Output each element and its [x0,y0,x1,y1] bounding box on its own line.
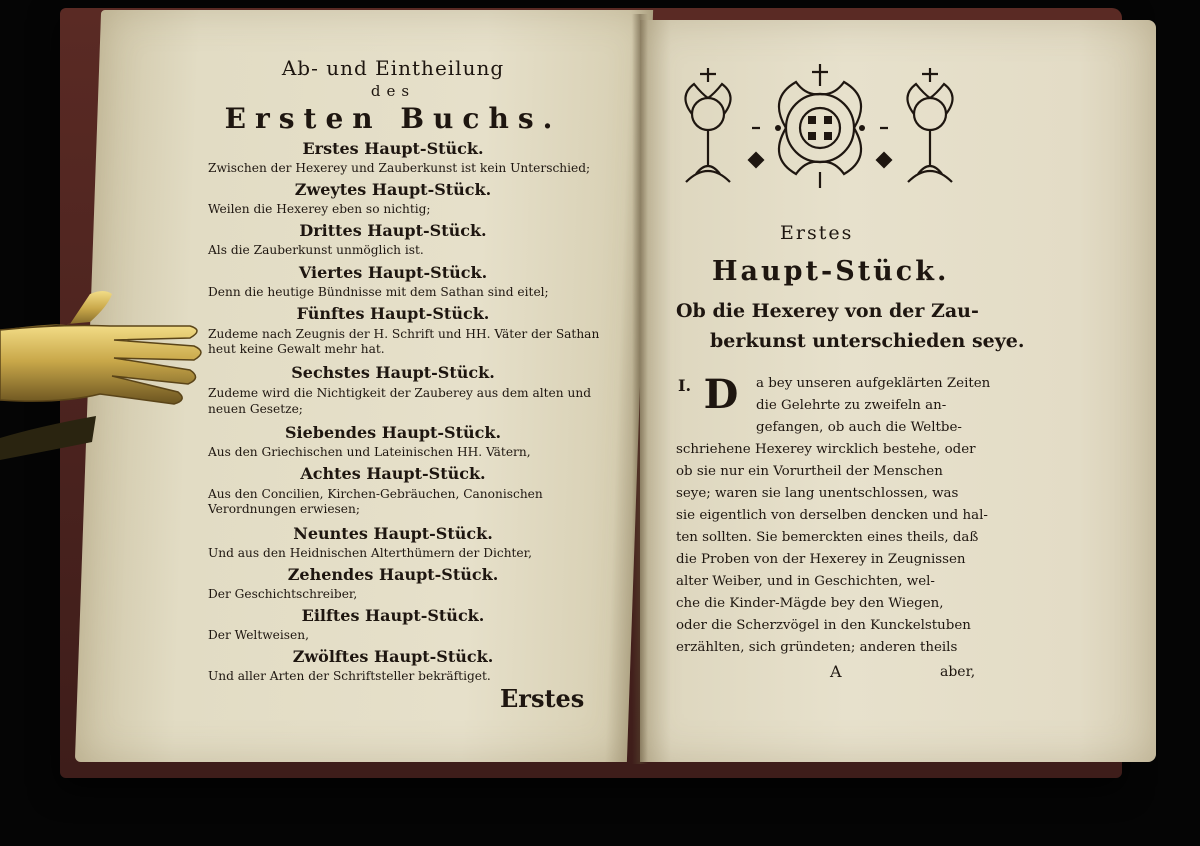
printers-ornament [672,62,968,192]
body-text-line: die Gelehrte zu zweifeln an- [756,398,947,413]
toc-chapter-summary: Zudeme wird die Nichtigkeit der Zauberey aus dem alten und neuen Gesetze; [208,386,591,416]
toc-chapter-heading: Siebendes Haupt-Stück. [284,422,502,442]
toc-chapter-heading: Achtes Haupt-Stück. [300,464,486,484]
chapter-heading-line2: berkunst unterschieden seye. [710,330,1025,352]
toc-chapter-heading: Fünftes Haupt-Stück. [296,303,490,323]
brass-hand-page-holder [0,270,210,470]
toc-chapter-summary: Zudeme nach Zeugnis der H. Schrift und HH. Väter der Sathan heut keine Gewalt mehr hat. [208,326,600,357]
toc-chapter-heading: Viertes Haupt-Stück. [298,262,488,282]
signature-mark: A [830,662,842,681]
book-gutter [632,14,648,764]
body-text-line: die Proben von der Hexerey in Zeugnissen [676,552,966,567]
toc-chapter-summary: Als die Zauberkunst unmöglich ist. [208,243,424,258]
body-text-line: a bey unseren aufgeklärten Zeiten [756,376,991,391]
body-text-line: gefangen, ob auch die Weltbe- [756,420,962,435]
body-text-line: seye; waren sie lang unentschlossen, was [676,486,959,501]
chapter-heading-line1: Ob die Hexerey von der Zau- [676,300,979,322]
toc-chapter-summary: Aus den Concilien, Kirchen-Gebräuchen, Canonischen Verordnungen erwiesen; [208,487,543,517]
toc-chapter-summary: Denn die heutige Bündnisse mit dem Sathan sind eitel; [208,284,549,299]
body-text-line: che die Kinder-Mägde bey den Wiegen, [676,596,944,611]
toc-chapter-heading: Drittes Haupt-Stück. [299,221,487,241]
right-catchword: aber, [940,664,976,680]
drop-cap: D [703,371,739,418]
body-text-line: sie eigentlich von derselben dencken und hal- [676,508,988,523]
body-text-line: oder die Scherzvögel in den Kunckelstuben [676,618,971,633]
toc-chapter-heading: Zehendes Haupt-Stück. [287,564,499,584]
toc-chapter-summary: Und aller Arten der Schriftsteller bekräftiget. [208,669,491,684]
toc-chapter-summary: Zwischen der Hexerey und Zauberkunst ist kein Unterschied; [208,161,591,175]
section-number: I. [678,376,692,395]
body-text-line: erzählten, sich gründeten; anderen theils [676,640,958,655]
toc-chapter-summary: Der Weltweisen, [208,627,309,642]
left-title: Ab- und Eintheilung [281,56,505,80]
left-des: des [370,82,416,100]
toc-chapter-summary: Aus den Griechischen und Lateinischen HH. Vätern, [208,444,531,459]
toc-chapter-summary: Der Geschichtschreiber, [208,586,358,601]
toc-chapter-heading: Zwölftes Haupt-Stück. [292,647,494,667]
toc-chapter-heading: Sechstes Haupt-Stück. [291,363,495,383]
toc-chapter-heading: Erstes Haupt-Stück. [302,139,484,158]
left-catchword: Erstes [500,684,585,713]
body-text-line: ob sie nur ein Vorurtheil der Menschen [676,464,943,479]
body-text-line: ten sollten. Sie bemerckten eines theils, daß [676,530,979,545]
chapter-title: Haupt-Stück. [712,256,950,287]
toc-chapter-summary: Und aus den Heidnischen Alterthümern der Dichter, [208,545,533,560]
body-text-line: schriehene Hexerey wircklich bestehe, oder [676,442,976,457]
left-book-title: Ersten Buchs. [224,102,562,135]
chapter-erstes: Erstes [780,222,854,244]
left-page-text [178,54,608,682]
toc-chapter-heading: Neuntes Haupt-Stück. [293,523,493,543]
toc-chapter-heading: Eilftes Haupt-Stück. [301,605,485,625]
toc-chapter-summary: Weilen die Hexerey eben so nichtig; [208,202,431,217]
body-text-line: alter Weiber, und in Geschichten, wel- [676,574,935,589]
toc-chapter-heading: Zweytes Haupt-Stück. [294,180,492,200]
table-of-contents [178,141,608,682]
